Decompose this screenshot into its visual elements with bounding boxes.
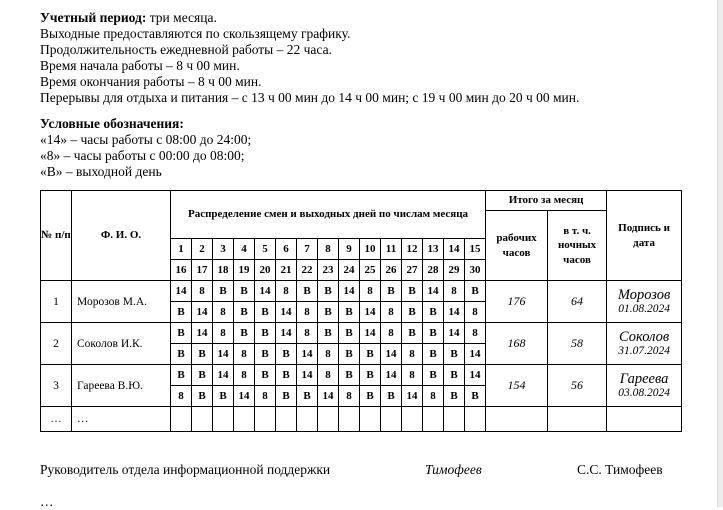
day-number-cell: 19: [234, 260, 255, 281]
shift-cell: 8: [192, 281, 213, 302]
day-number-cell: 5: [255, 239, 276, 260]
shift-cell: 14: [381, 365, 402, 386]
employee-row: [41, 323, 682, 344]
shift-cell: В: [255, 365, 276, 386]
shift-cell: В: [318, 302, 339, 323]
day-number-cell: 29: [444, 260, 465, 281]
shift-cell: 8: [171, 386, 192, 407]
col-header-fio: Ф. И. О.: [72, 191, 171, 281]
intro-line: Выходные предоставляются по скользящему графику.: [40, 26, 351, 41]
legend-section: [40, 116, 723, 180]
row-number: 2: [41, 323, 72, 365]
employee-row: [41, 281, 682, 302]
day-number-cell: 26: [381, 260, 402, 281]
employee-name: Соколов И.К.: [72, 323, 171, 365]
shift-cell: 8: [381, 302, 402, 323]
work-hours-value: 154: [486, 365, 548, 407]
shift-cell: 14: [255, 281, 276, 302]
shift-cell: В: [255, 302, 276, 323]
shift-cell: 14: [171, 281, 192, 302]
day-number-cell: 30: [465, 260, 486, 281]
empty-day-cell: [213, 407, 234, 432]
intro-section: [40, 10, 723, 106]
shift-cell: В: [339, 302, 360, 323]
day-number-cell: 1: [171, 239, 192, 260]
employee-row: [41, 365, 682, 386]
shift-cell: 8: [276, 281, 297, 302]
shift-cell: В: [423, 365, 444, 386]
legend-item: «8» – часы работы с 00:00 до 08:00;: [40, 148, 245, 163]
trailing-ellipsis: …: [40, 494, 54, 509]
shift-cell: 14: [192, 323, 213, 344]
empty-cell: [607, 407, 682, 432]
shift-cell: 14: [318, 386, 339, 407]
day-number-cell: 4: [234, 239, 255, 260]
shift-cell: 8: [381, 323, 402, 344]
shift-cell: 8: [255, 386, 276, 407]
shift-cell: В: [276, 386, 297, 407]
shift-cell: В: [297, 281, 318, 302]
shift-cell: В: [444, 386, 465, 407]
day-number-cell: 20: [255, 260, 276, 281]
shift-cell: 14: [465, 365, 486, 386]
signature-date: 03.08.2024: [618, 386, 670, 399]
day-number-cell: 2: [192, 239, 213, 260]
signature-name: Соколов: [618, 328, 670, 345]
employee-name: Морозов М.А.: [72, 281, 171, 323]
day-number-cell: 24: [339, 260, 360, 281]
signature-date: 01.08.2024: [618, 302, 670, 315]
shift-cell: 14: [297, 365, 318, 386]
empty-day-cell: [297, 407, 318, 432]
shift-cell: В: [255, 344, 276, 365]
day-number-cell: 13: [423, 239, 444, 260]
shift-cell: В: [318, 281, 339, 302]
day-number-cell: 22: [297, 260, 318, 281]
shift-cell: В: [381, 386, 402, 407]
row-number: 3: [41, 365, 72, 407]
shift-cell: В: [192, 344, 213, 365]
day-number-cell: 11: [381, 239, 402, 260]
shift-cell: В: [423, 344, 444, 365]
shift-cell: В: [234, 302, 255, 323]
shift-cell: 8: [423, 386, 444, 407]
signature-name: Гареева: [619, 370, 669, 387]
shift-cell: В: [297, 386, 318, 407]
shift-cell: 14: [360, 323, 381, 344]
signature-cell: [607, 365, 682, 407]
shift-cell: В: [276, 365, 297, 386]
shift-cell: В: [423, 302, 444, 323]
work-hours-value: 168: [486, 323, 548, 365]
night-hours-value: 64: [548, 281, 607, 323]
ellipsis-row: [41, 407, 682, 432]
col-header-days-title: Распределение смен и выходных дней по числам месяца: [171, 191, 486, 239]
header-row-top: [41, 191, 682, 211]
shift-cell: В: [360, 344, 381, 365]
shift-cell: 8: [297, 323, 318, 344]
intro-line: Продолжительность ежедневной работы – 22 часа.: [40, 42, 332, 57]
day-number-cell: 7: [297, 239, 318, 260]
signature-name: Морозов: [617, 286, 671, 303]
empty-day-cell: [444, 407, 465, 432]
shift-cell: 8: [234, 344, 255, 365]
shift-cell: В: [423, 323, 444, 344]
scrollbar-track[interactable]: [717, 0, 723, 507]
col-header-work-hours: рабочих часов: [486, 211, 548, 281]
shift-cell: 14: [192, 302, 213, 323]
shift-cell: В: [276, 344, 297, 365]
period-label: Учетный период:: [40, 10, 147, 25]
shift-cell: В: [234, 281, 255, 302]
shift-cell: 14: [465, 344, 486, 365]
empty-day-cell: [423, 407, 444, 432]
shift-cell: 8: [465, 302, 486, 323]
shift-cell: В: [402, 281, 423, 302]
shift-cell: В: [192, 365, 213, 386]
empty-day-cell: [171, 407, 192, 432]
shift-cell: 8: [234, 365, 255, 386]
day-number-cell: 9: [339, 239, 360, 260]
empty-day-cell: [465, 407, 486, 432]
shift-cell: 14: [276, 323, 297, 344]
shift-cell: 8: [465, 323, 486, 344]
shift-cell: 8: [318, 365, 339, 386]
schedule-table: [40, 190, 682, 432]
work-hours-value: 176: [486, 281, 548, 323]
shift-cell: В: [339, 344, 360, 365]
night-hours-value: 56: [548, 365, 607, 407]
signature-cell: [607, 323, 682, 365]
legend-title: Условные обозначения:: [40, 116, 184, 131]
day-number-cell: 17: [192, 260, 213, 281]
day-number-cell: 10: [360, 239, 381, 260]
shift-cell: В: [360, 365, 381, 386]
day-number-cell: 3: [213, 239, 234, 260]
signature-date: 31.07.2024: [618, 344, 670, 357]
shift-cell: В: [192, 386, 213, 407]
shift-cell: 8: [318, 344, 339, 365]
row-number: 1: [41, 281, 72, 323]
empty-day-cell: [234, 407, 255, 432]
night-hours-value: 58: [548, 323, 607, 365]
empty-day-cell: [381, 407, 402, 432]
shift-cell: В: [444, 344, 465, 365]
shift-cell: 14: [339, 281, 360, 302]
day-number-cell: 14: [444, 239, 465, 260]
empty-day-cell: [402, 407, 423, 432]
footer-position-title: Руководитель отдела информационной поддержки: [40, 462, 331, 477]
shift-cell: 14: [423, 281, 444, 302]
day-number-cell: 27: [402, 260, 423, 281]
shift-cell: 14: [402, 386, 423, 407]
shift-cell: 14: [444, 323, 465, 344]
shift-cell: 14: [381, 344, 402, 365]
shift-cell: 14: [360, 302, 381, 323]
footer: [40, 462, 723, 480]
shift-cell: 14: [276, 302, 297, 323]
shift-cell: 14: [444, 302, 465, 323]
shift-cell: В: [360, 386, 381, 407]
intro-line: Время начала работы – 8 ч 00 мин.: [40, 58, 240, 73]
shift-cell: В: [402, 302, 423, 323]
empty-day-cell: [360, 407, 381, 432]
shift-cell: В: [234, 323, 255, 344]
shift-cell: 8: [213, 302, 234, 323]
empty-day-cell: [339, 407, 360, 432]
shift-cell: В: [339, 365, 360, 386]
signature-cell: [607, 281, 682, 323]
shift-cell: В: [213, 386, 234, 407]
shift-cell: В: [444, 365, 465, 386]
shift-cell: В: [402, 323, 423, 344]
shift-cell: 14: [213, 344, 234, 365]
col-header-totals: Итого за месяц: [486, 191, 607, 211]
intro-line: Перерывы для отдыха и питания – с 13 ч 00 мин до 14 ч 00 мин; с 19 ч 00 мин до 20 ч 00 мин.: [40, 90, 580, 105]
day-number-cell: 16: [171, 260, 192, 281]
ellipsis-fio: …: [72, 407, 171, 432]
day-number-cell: 12: [402, 239, 423, 260]
day-number-cell: 28: [423, 260, 444, 281]
shift-cell: 14: [213, 365, 234, 386]
shift-cell: В: [465, 386, 486, 407]
empty-cell: [486, 407, 548, 432]
shift-cell: В: [213, 281, 234, 302]
day-number-cell: 23: [318, 260, 339, 281]
employee-name: Гареева В.Ю.: [72, 365, 171, 407]
shift-cell: 8: [402, 365, 423, 386]
shift-cell: В: [339, 323, 360, 344]
ellipsis-num: …: [41, 407, 72, 432]
empty-cell: [548, 407, 607, 432]
day-number-cell: 8: [318, 239, 339, 260]
shift-cell: В: [171, 302, 192, 323]
day-number-cell: 25: [360, 260, 381, 281]
shift-cell: 8: [213, 323, 234, 344]
shift-cell: В: [171, 323, 192, 344]
empty-day-cell: [255, 407, 276, 432]
shift-cell: 8: [360, 281, 381, 302]
intro-line: Время окончания работы – 8 ч 00 мин.: [40, 74, 262, 89]
col-header-sign: Подпись и дата: [607, 191, 682, 281]
shift-cell: 14: [297, 344, 318, 365]
day-number-cell: 15: [465, 239, 486, 260]
shift-cell: В: [318, 323, 339, 344]
legend-item: «В» – выходной день: [40, 164, 162, 179]
empty-day-cell: [318, 407, 339, 432]
shift-cell: 8: [444, 281, 465, 302]
footer-signature: Тимофеев: [425, 462, 482, 477]
shift-cell: В: [171, 344, 192, 365]
day-number-cell: 21: [276, 260, 297, 281]
col-header-night-hours: в т. ч. ночных часов: [548, 211, 607, 281]
col-header-num: № п/п: [41, 191, 72, 281]
day-number-cell: 6: [276, 239, 297, 260]
footer-full-name: С.С. Тимофеев: [577, 462, 663, 477]
shift-cell: В: [171, 365, 192, 386]
empty-day-cell: [192, 407, 213, 432]
shift-cell: В: [465, 281, 486, 302]
shift-cell: 14: [234, 386, 255, 407]
shift-cell: 8: [339, 386, 360, 407]
empty-day-cell: [276, 407, 297, 432]
day-number-cell: 18: [213, 260, 234, 281]
shift-cell: В: [255, 323, 276, 344]
intro-period-line: [40, 10, 723, 26]
legend-item: «14» – часы работы с 08:00 до 24:00;: [40, 132, 252, 147]
period-value: три месяца.: [146, 10, 217, 25]
shift-cell: 8: [297, 302, 318, 323]
shift-cell: В: [381, 281, 402, 302]
shift-cell: 8: [402, 344, 423, 365]
